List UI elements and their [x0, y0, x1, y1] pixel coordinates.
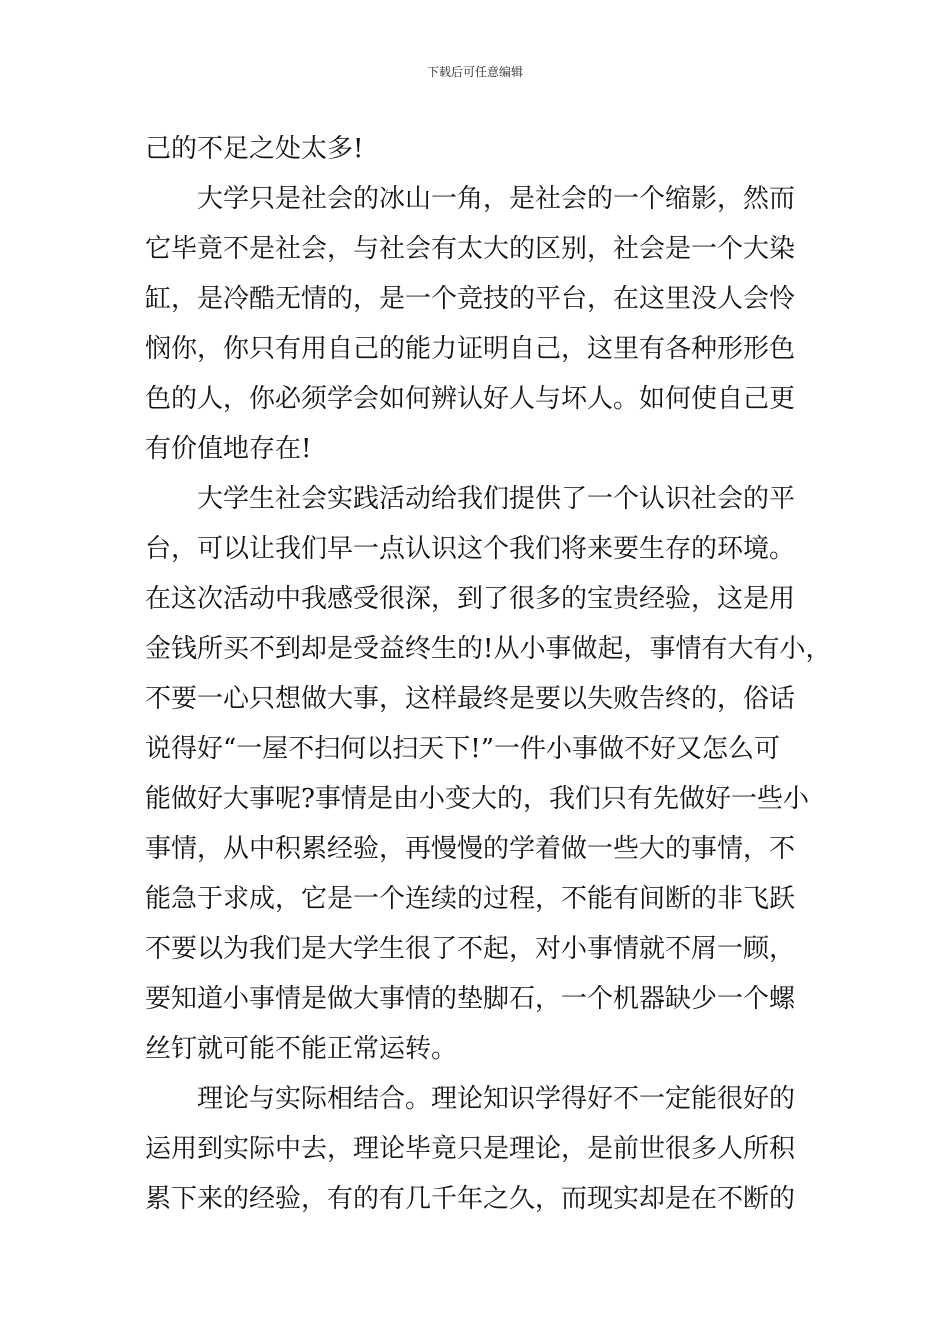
paragraph-2-line-4: 悯你，你只有用自己的能力证明自己，这里有各种形形色 — [145, 334, 796, 364]
paragraph-3-line-6: 说得好“一屋不扫何以扫天下!”一件小事做不好又怎么可 — [145, 734, 781, 764]
paragraph-3-line-8: 事情，从中积累经验，再慢慢的学着做一些大的事情，不 — [145, 834, 796, 864]
paragraph-3-line-9: 能急于求成，它是一个连续的过程，不能有间断的非飞跃 — [145, 884, 796, 914]
paragraph-2-line-2: 它毕竟不是社会，与社会有太大的区别，社会是一个大染 — [145, 234, 796, 264]
paragraph-4-line-3: 累下来的经验，有的有几千年之久，而现实却是在不断的 — [145, 1184, 796, 1214]
paragraph-2-line-6: 有价值地存在! — [145, 434, 312, 464]
paragraph-3-line-5: 不要一心只想做大事，这样最终是要以失败告终的，俗话 — [145, 684, 796, 714]
paragraph-3-line-10: 不要以为我们是大学生很了不起，对小事情就不屑一顾， — [145, 934, 796, 964]
paragraph-3-line-1: 大学生社会实践活动给我们提供了一个认识社会的平 — [197, 484, 796, 514]
paragraph-1-line-1: 己的不足之处太多! — [145, 134, 364, 164]
paragraph-3-line-4: 金钱所买不到却是受益终生的!从小事做起，事情有大有小， — [145, 634, 832, 664]
paragraph-3-line-11: 要知道小事情是做大事情的垫脚石，一个机器缺少一个螺 — [145, 984, 796, 1014]
paragraph-4-line-2: 运用到实际中去，理论毕竟只是理论，是前世很多人所积 — [145, 1134, 796, 1164]
paragraph-3-line-7: 能做好大事呢?事情是由小变大的，我们只有先做好一些小 — [145, 784, 809, 814]
paragraph-2-line-3: 缸，是冷酷无情的，是一个竞技的平台，在这里没人会怜 — [145, 284, 796, 314]
paragraph-3-line-3: 在这次活动中我感受很深，到了很多的宝贵经验，这是用 — [145, 584, 796, 614]
paragraph-3-line-12: 丝钉就可能不能正常运转。 — [145, 1034, 458, 1064]
paragraph-4-line-1: 理论与实际相结合。理论知识学得好不一定能很好的 — [197, 1084, 796, 1114]
paragraph-2-line-1: 大学只是社会的冰山一角，是社会的一个缩影，然而 — [197, 184, 796, 214]
paragraph-2-line-5: 色的人，你必须学会如何辨认好人与坏人。如何使自己更 — [145, 384, 796, 414]
page-header: 下载后可任意编辑 — [426, 65, 523, 79]
body-text — [145, 124, 832, 1224]
paragraph-3-line-2: 台，可以让我们早一点认识这个我们将来要生存的环境。 — [145, 534, 796, 564]
